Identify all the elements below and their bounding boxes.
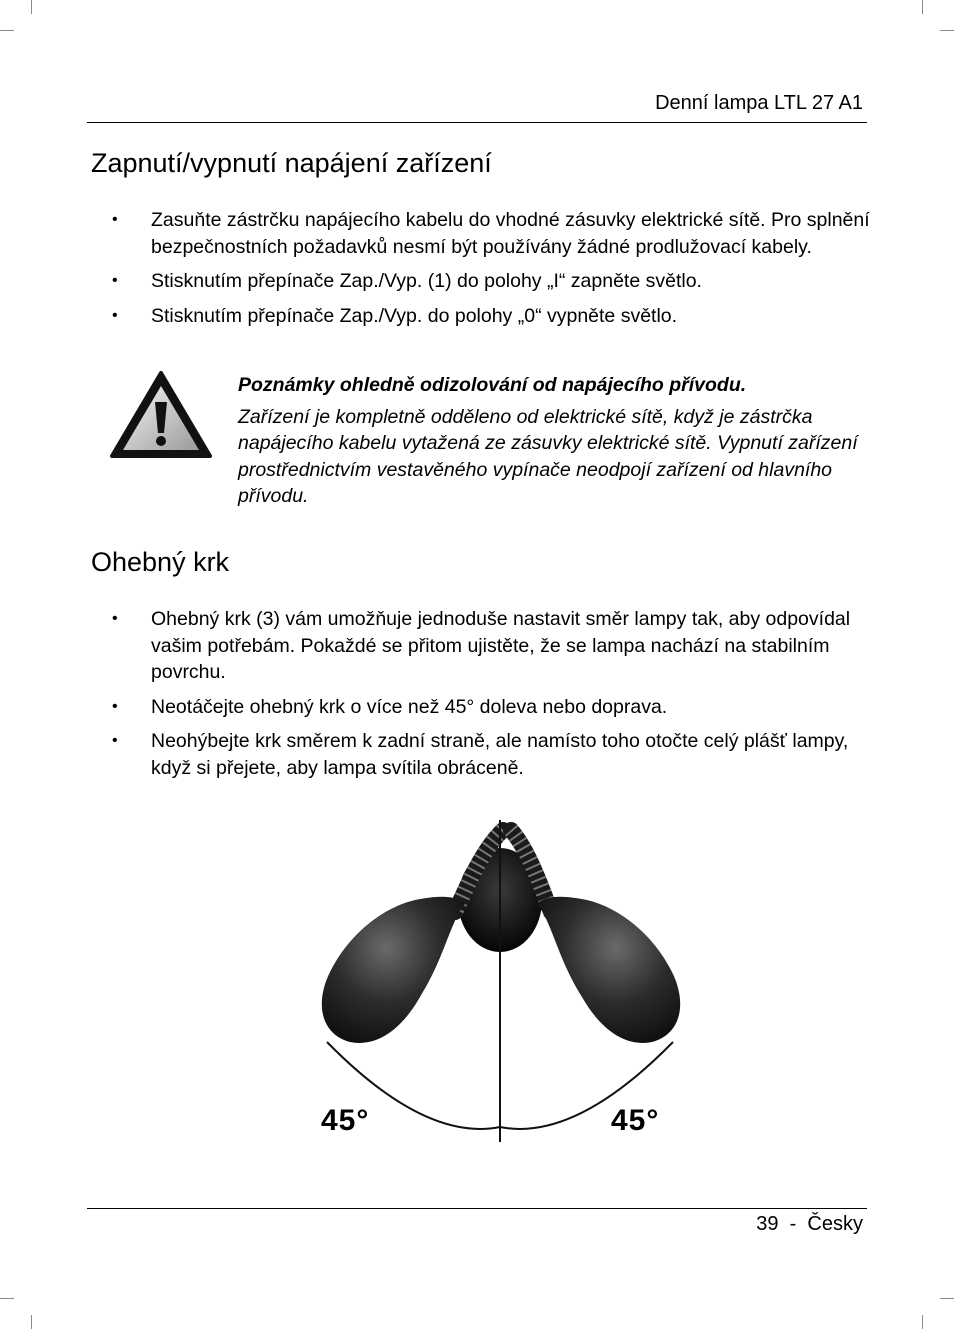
list-item [110,694,870,721]
section-heading-neck: Ohebný krk [91,547,230,577]
crop-mark [940,30,954,31]
crop-mark [31,0,32,14]
list-item-text: Zasuňte zástrčku napájecího kabelu do vhodné zásuvky elektrické sítě. Pro splnění bezpečnostních požadavků nesmí být používány žádné prodlužovací kabely. [151,209,870,258]
list-item-text: Neohýbejte krk směrem k zadní straně, ale namísto toho otočte celý plášť lampy, když si přejete, aby lampa svítila obráceně. [151,730,849,779]
crop-mark [0,1298,14,1299]
list-item-text: Stisknutím přepínače Zap./Vyp. do polohy „0“ vypněte světlo. [151,304,678,327]
list-item [110,303,870,330]
crop-mark [0,30,14,31]
lamp-rotation-illustration [315,812,685,1152]
section-heading-power: Zapnutí/vypnutí napájení zařízení [91,148,492,178]
list-item-text: Neotáčejte ohebný krk o více než 45° doleva nebo doprava. [151,695,668,718]
crop-mark [940,1298,954,1299]
page-number-language: 39 - Česky [756,1213,863,1235]
list-item [110,606,870,686]
bullet-icon: • [112,697,118,715]
warning-note-text: Zařízení je kompletně odděleno od elektrické sítě, když je zástrčka napájecího kabelu vytažená ze zásuvky elektrické sítě. Vypnutí zařízení prostřednictvím vestavěného vypínače neodpojí zařízení od hlavního přívodu. [238,405,858,507]
page-footer [756,1213,863,1236]
footer-rule [87,1208,867,1209]
bullet-icon: • [112,211,118,228]
header-rule [87,122,867,123]
list-item [110,728,870,781]
warning-triangle-icon [109,370,213,460]
list-item-text: Ohebný krk (3) vám umožňuje jednoduše nastavit směr lampy tak, aby odpovídal vašim potřebám. Pokaždé se přitom ujistěte, že se lampa nachází na stabilním povrchu. [151,608,851,683]
crop-mark [922,1315,923,1329]
list-item-text: Stisknutím přepínače Zap./Vyp. (1) do polohy „I“ zapněte světlo. [151,270,702,292]
warning-note [238,372,863,510]
lamp-rotation-figure [315,812,685,1152]
warning-note-title: Poznámky ohledně odizolování od napájecího přívodu. [238,374,747,396]
list-item [110,268,870,295]
right-lamp-head [537,897,680,1043]
crop-mark [31,1315,32,1329]
bullet-list-neck [110,606,870,789]
bullet-icon: • [112,272,118,289]
left-angle-label: 45° [321,1104,370,1137]
bullet-list-power [110,207,870,337]
bullet-icon: • [112,732,118,749]
bullet-icon: • [112,306,118,324]
right-angle-label: 45° [611,1104,660,1137]
bullet-icon: • [112,610,118,627]
left-lamp-head [322,897,465,1043]
crop-mark [922,0,923,14]
page-header-title: Denní lampa LTL 27 A1 [655,92,863,114]
list-item [110,207,870,260]
